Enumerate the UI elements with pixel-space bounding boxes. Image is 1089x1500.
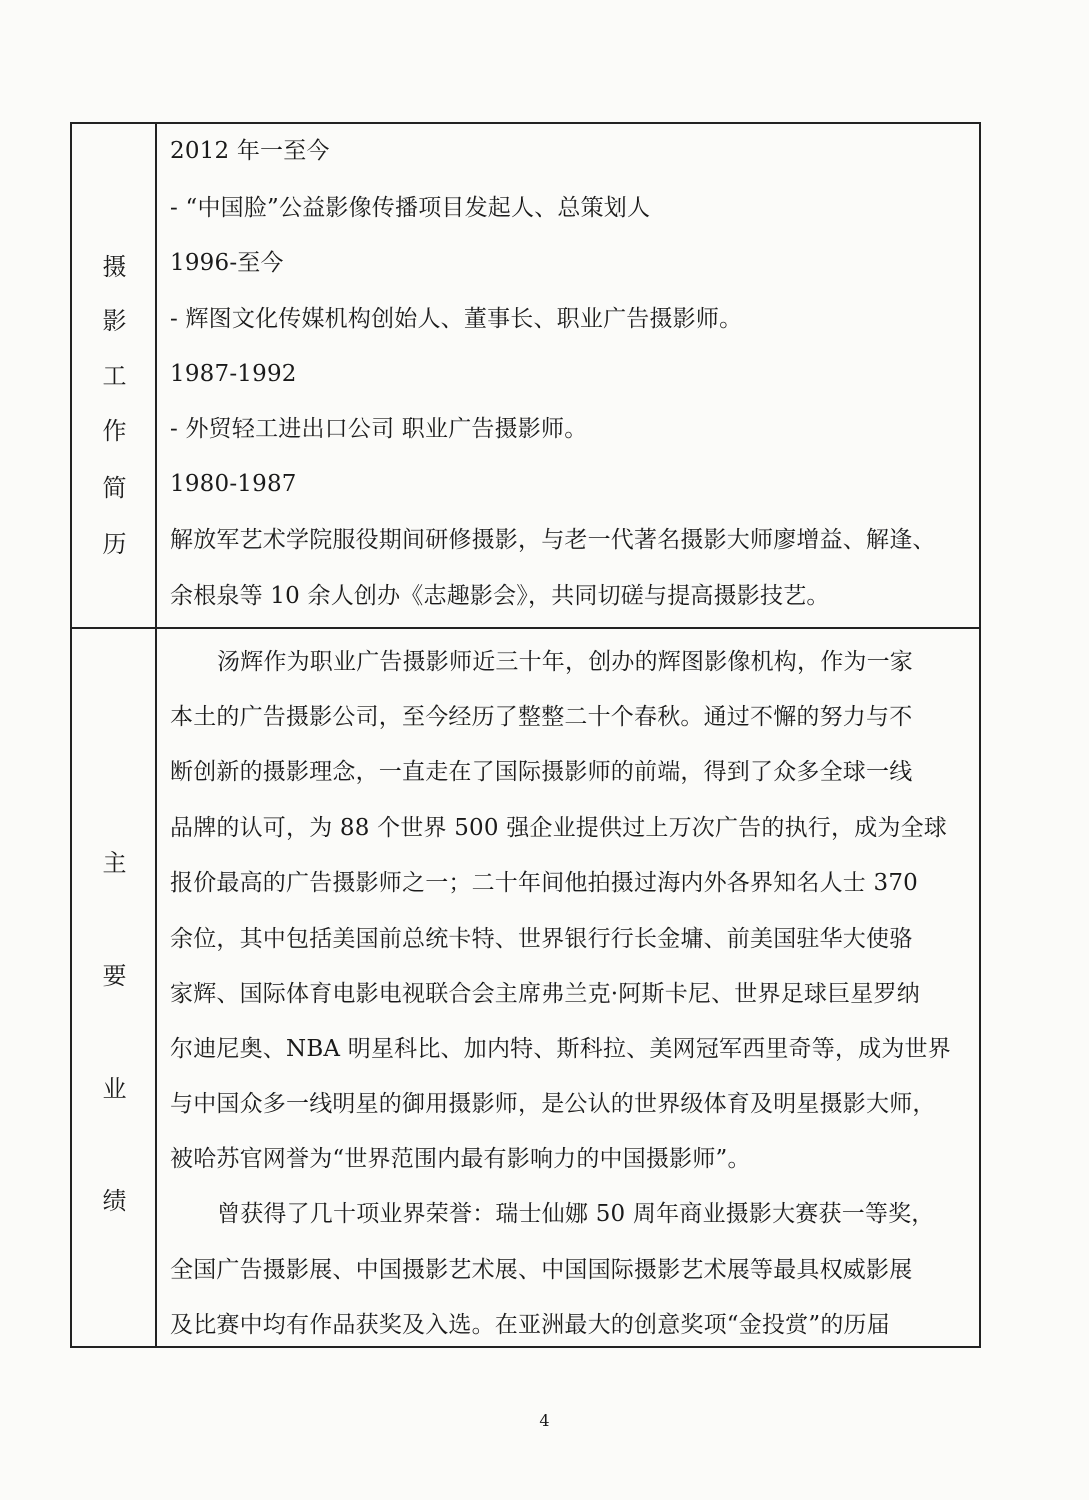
achievement-line: 余位，其中包括美国前总统卡特、世界银行行长金墉、前美国驻华大使骆 bbox=[170, 926, 913, 952]
achievement-line: 尔迪尼奥、NBA 明星科比、加内特、斯科拉、美网冠军西里奇等，成为世界 bbox=[170, 1036, 951, 1062]
history-line: 解放军艺术学院服役期间研修摄影，与老一代著名摄影大师廖增益、解逢、 bbox=[170, 527, 936, 553]
label-char: 简 bbox=[102, 474, 127, 502]
label-char: 工 bbox=[102, 362, 127, 390]
work-history-label bbox=[72, 124, 157, 627]
achievement-line: 报价最高的广告摄影师之一；二十年间他拍摄过海内外各界知名人士 370 bbox=[170, 870, 919, 896]
achievements-content bbox=[157, 629, 979, 1348]
achievement-line: 品牌的认可，为 88 个世界 500 强企业提供过上万次广告的执行，成为全球 bbox=[170, 815, 948, 841]
achievement-line: 本土的广告摄影公司，至今经历了整整二十个春秋。通过不懈的努力与不 bbox=[170, 704, 913, 730]
achievement-line: 曾获得了几十项业界荣誉：瑞士仙娜 50 周年商业摄影大赛获一等奖， bbox=[217, 1201, 935, 1227]
label-char: 绩 bbox=[102, 1187, 127, 1215]
history-line: 1980-1987 bbox=[170, 471, 297, 497]
label-char: 要 bbox=[102, 962, 127, 990]
history-line: - 外贸轻工进出口公司 职业广告摄影师。 bbox=[170, 416, 588, 442]
achievement-line: 断创新的摄影理念，一直走在了国际摄影师的前端，得到了众多全球一线 bbox=[170, 759, 913, 785]
achievement-line: 全国广告摄影展、中国摄影艺术展、中国国际摄影艺术展等最具权威影展 bbox=[170, 1257, 913, 1283]
label-char: 主 bbox=[102, 849, 127, 877]
achievements-label bbox=[72, 629, 157, 1348]
achievements-row bbox=[72, 629, 979, 1348]
label-char: 影 bbox=[102, 307, 127, 335]
history-line: - 辉图文化传媒机构创始人、董事长、职业广告摄影师。 bbox=[170, 306, 743, 332]
history-line: - “中国脸”公益影像传播项目发起人、总策划人 bbox=[170, 195, 651, 221]
label-char: 历 bbox=[102, 530, 127, 558]
history-line: 余根泉等 10 余人创办《志趣影会》，共同切磋与提高摄影技艺。 bbox=[170, 583, 830, 609]
page-number: 4 bbox=[539, 1411, 550, 1430]
label-char: 摄 bbox=[102, 253, 127, 281]
achievement-line: 被哈苏官网誉为“世界范围内最有影响力的中国摄影师”。 bbox=[170, 1146, 751, 1172]
achievement-line: 与中国众多一线明星的御用摄影师，是公认的世界级体育及明星摄影大师， bbox=[170, 1091, 936, 1117]
history-line: 1996-至今 bbox=[170, 250, 284, 276]
history-line: 2012 年一至今 bbox=[170, 138, 330, 164]
resume-table bbox=[70, 122, 981, 1348]
work-history-content bbox=[157, 124, 979, 627]
label-char: 作 bbox=[102, 417, 127, 445]
achievement-line: 家辉、国际体育电影电视联合会主席弗兰克·阿斯卡尼、世界足球巨星罗纳 bbox=[170, 981, 920, 1007]
achievement-line: 汤辉作为职业广告摄影师近三十年，创办的辉图影像机构，作为一家 bbox=[217, 649, 913, 675]
history-line: 1987-1992 bbox=[170, 361, 297, 387]
achievement-line: 及比赛中均有作品获奖及入选。在亚洲最大的创意奖项“金投赏”的历届 bbox=[170, 1312, 890, 1338]
label-char: 业 bbox=[102, 1075, 127, 1103]
work-history-row bbox=[72, 124, 979, 629]
